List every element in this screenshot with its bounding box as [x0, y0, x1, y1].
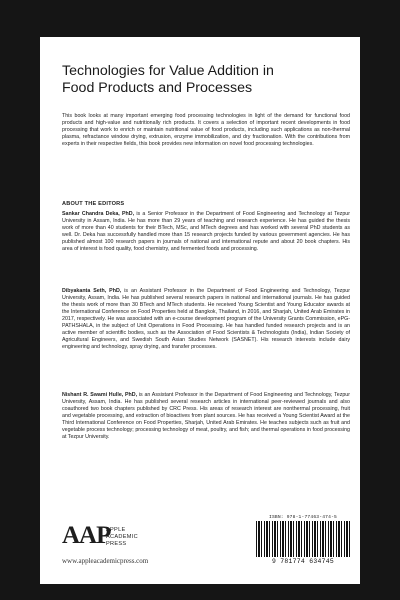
- aap-logo-mark: AAP: [62, 522, 111, 549]
- editor-bio-text: is an Assistant Professor in the Department of Food Engineering and Technology, Tezpur University, Assam, India. He has published several research articles in international peer-reviewed journals and also coauthored two book chapters published by CRC Press. His areas of research interest are nonthermal processing, fruit and vegetable processing, and extraction of bioactives from plant sources. He has received a Young Scientist Award at the Third International Conference on Food Properties, Sharjah, United Arab Emirates. He teaches subjects such as fruit and vegetable process technology; processing technology of meat, poultry, and fish; and thermal operations in food processing at Tezpur University.: [62, 392, 351, 441]
- back-cover: [40, 37, 360, 584]
- title-line-2: Food Products and Processes: [62, 80, 253, 96]
- editor-name: Sankar Chandra Deka, PhD,: [62, 211, 135, 217]
- publisher-name-line: APPLE: [106, 527, 126, 533]
- publisher-logo: [62, 523, 182, 551]
- editor-bio-3: [62, 392, 350, 441]
- barcode-bars: [256, 521, 350, 565]
- book-description: [62, 113, 350, 148]
- editors-heading: ABOUT THE EDITORS: [62, 201, 125, 207]
- editor-bio-1: [62, 211, 350, 253]
- editor-bio-2: [62, 288, 350, 351]
- publisher-url: www.appleacademicpress.com: [62, 557, 149, 565]
- isbn-number: ISBN: 978-1-77463-474-5: [268, 515, 337, 520]
- isbn-barcode: [250, 515, 352, 575]
- publisher-name-line: PRESS: [106, 540, 127, 547]
- publisher-name-line: ACADEMIC: [106, 533, 138, 540]
- editor-bio-text: is an Assistant Professor in the Department of Food Engineering and Technology, Tezpur University, Assam, India. He has published several research papers in national and international journals. He has guided the thesis work of more than 30 BTech and MTech students. He received Young Scientist and Young Educator awards at the International Conference on Food Properties held at Bangkok, Thailand, in 2016, and Sharjah, United Arab Emirates in 2017, respectively. He was associated with an e-course development program of the University Grants Commission, ePG-PATHSHALA, in the subject of Unit Operations in Food Processing. He has handled funded research projects and is an active member of scientific bodies, such as the Association of Food Scientists & Technologists (India), Indian Society of Agricultural Engineers, and Swedish South Asian Studies Network (SASNET). His research interests include dairy engineering and technology, spray drying, and transfer processes.: [62, 288, 350, 351]
- editor-name: Dibyakanta Seth, PhD,: [62, 288, 122, 294]
- editor-bio-text: is a Senior Professor in the Department of Food Engineering and Technology at Tezpur University in Assam, India. He has more than 29 years of teaching and research experience. He has guided the thesis work of more than 40 students for their BTech, MSc, and MTech degrees and has worked with several PhD students as well. Dr. Deka has successfully handled more than 15 research projects funded by various government agencies. He has published almost 100 research papers in journals of national and international repute and about 20 book chapters. His area of interest is food quality, food chemistry, and fermented foods and processing.: [62, 211, 350, 253]
- title-line-1: Technologies for Value Addition in: [62, 63, 274, 79]
- barcode-digits: 9 781774 634745: [256, 557, 350, 567]
- editor-name: Nishant R. Swami Hulle, PhD,: [62, 392, 138, 398]
- description-text: This book looks at many important emerging food processing technologies in light of the demand for functional food products and high-value and nutritionally rich products. It covers a selection of important recent developments in food processing that work to enrich or maintain nutritional value of food products, including such applications as non-thermal plasma, refractance window drying, extrusion, enzyme immobilization, and dry fractionation. With the contributions from experts in their respective fields, this book provides new information on novel food processing technologies.: [62, 113, 350, 148]
- publisher-name: [106, 527, 138, 547]
- book-title: [62, 63, 352, 97]
